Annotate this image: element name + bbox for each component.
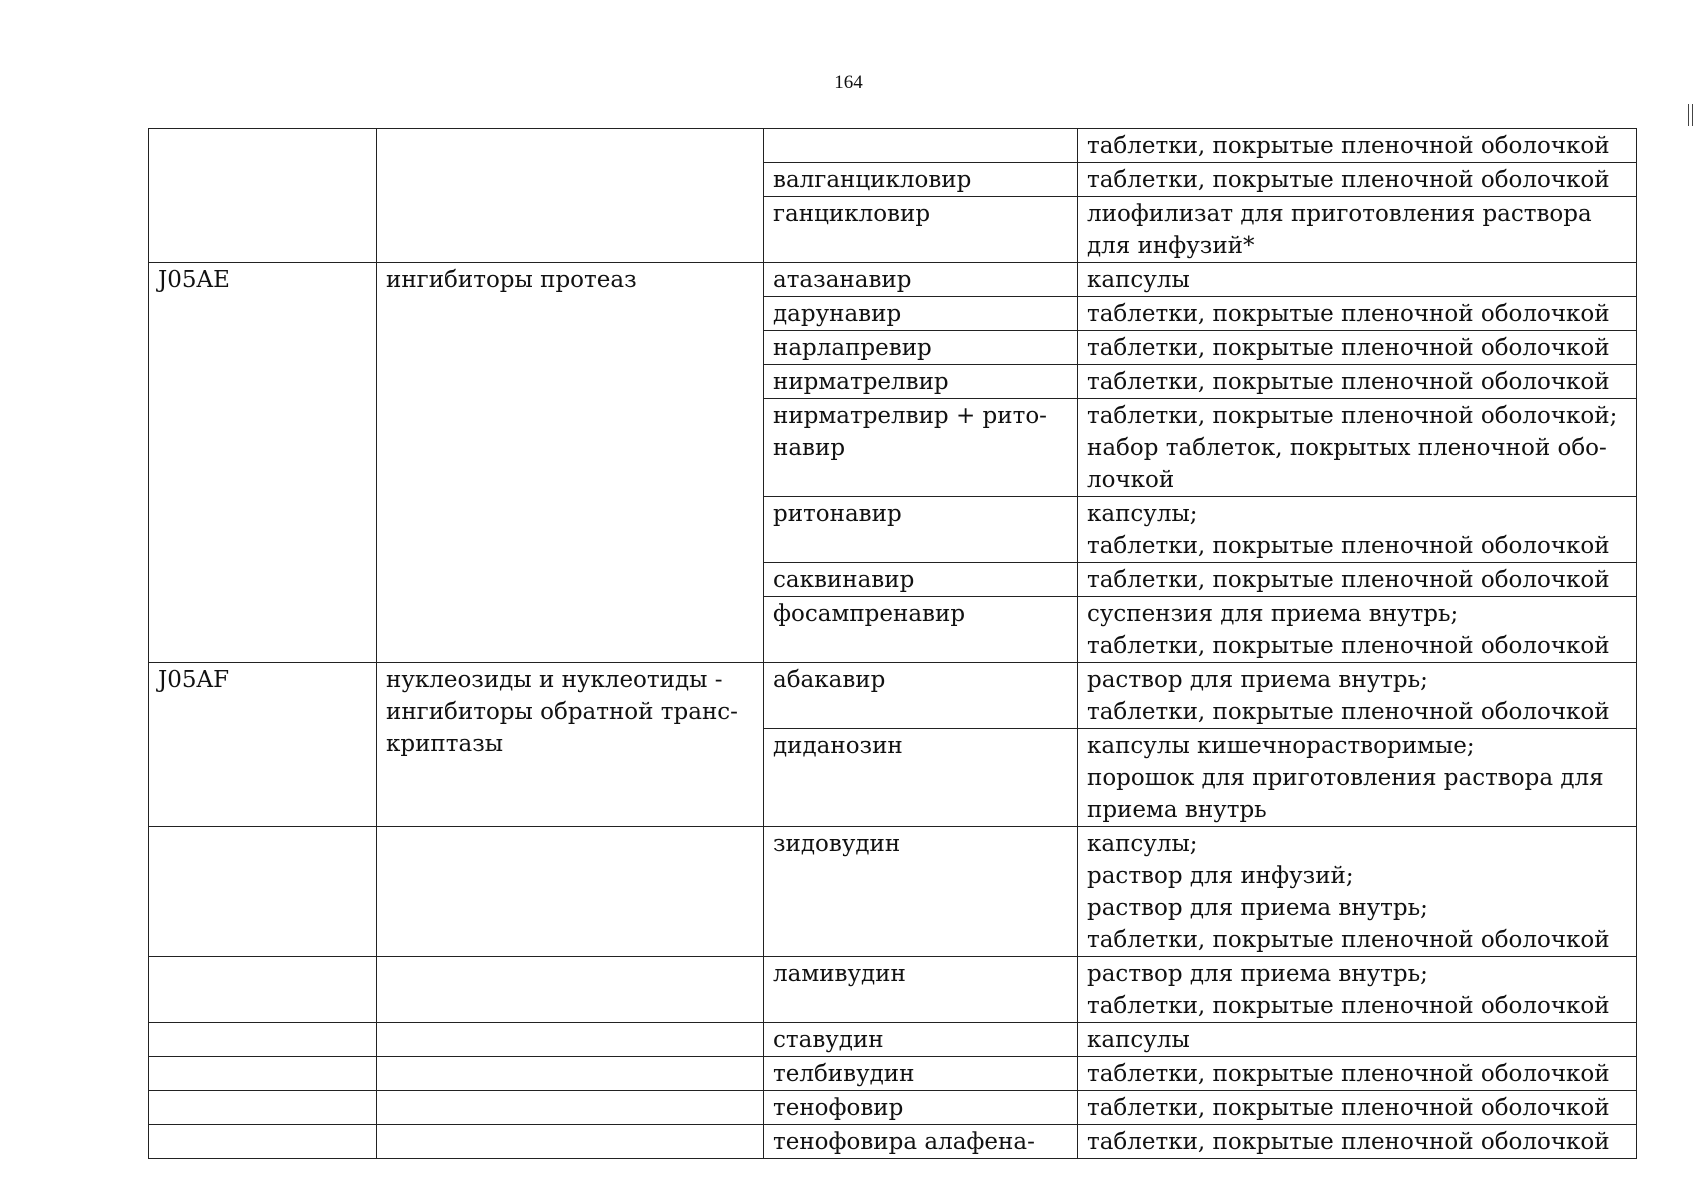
drug-name: нирматрелвир	[773, 369, 949, 395]
dosage-form: раствор для приема внутрь;	[1087, 667, 1428, 693]
dosage-form: таблетки, покрытые пленочной оболочкой	[1087, 369, 1610, 395]
drug-name: тенофовир	[773, 1095, 904, 1121]
table-row	[149, 1023, 1637, 1057]
drug-name: валганцикловир	[773, 167, 972, 193]
dosage-form: капсулы	[1087, 267, 1190, 293]
drug-name-cell	[764, 1057, 1078, 1091]
dosage-form: порошок для приготовления раствора для	[1087, 765, 1604, 791]
drug-name-cell	[764, 1125, 1078, 1159]
drug-name: ламивудин	[773, 961, 906, 987]
atc-code-cell	[149, 263, 377, 663]
dosage-form: таблетки, покрытые пленочной оболочкой	[1087, 335, 1610, 361]
dosage-form-cell	[1078, 163, 1637, 197]
drug-name-cell	[764, 331, 1078, 365]
drug-name-cell	[764, 563, 1078, 597]
dosage-form: таблетки, покрытые пленочной оболочкой	[1087, 993, 1610, 1019]
drug-name-cell	[764, 129, 1078, 163]
drug-name-cell	[764, 663, 1078, 729]
dosage-form-cell	[1078, 129, 1637, 163]
drug-name: дарунавир	[773, 301, 902, 327]
drug-name: абакавир	[773, 667, 886, 693]
dosage-form-cell	[1078, 663, 1637, 729]
dosage-form: лочкой	[1087, 467, 1175, 493]
drug-name: ставудин	[773, 1027, 884, 1053]
group-name-cell	[377, 1023, 764, 1057]
atc-code-cell	[149, 827, 377, 957]
group-name: криптазы	[386, 731, 504, 757]
drug-name-cell	[764, 597, 1078, 663]
drug-name-cell	[764, 729, 1078, 827]
group-name-cell	[377, 1091, 764, 1125]
margin-mark	[1688, 104, 1693, 126]
dosage-form: таблетки, покрытые пленочной оболочкой	[1087, 1129, 1610, 1155]
dosage-form: раствор для инфузий;	[1087, 863, 1354, 889]
dosage-form-cell	[1078, 957, 1637, 1023]
table-row	[149, 827, 1637, 957]
drug-name: навир	[773, 435, 846, 461]
drug-name-cell	[764, 827, 1078, 957]
page-number: 164	[834, 72, 863, 93]
group-name: ингибиторы обратной транс-	[386, 699, 738, 725]
group-name-cell	[377, 1057, 764, 1091]
dosage-form-cell	[1078, 365, 1637, 399]
atc-code-cell	[149, 1023, 377, 1057]
drug-table	[148, 128, 1637, 1159]
dosage-form-cell	[1078, 729, 1637, 827]
dosage-form-cell	[1078, 1125, 1637, 1159]
drug-name-cell	[764, 399, 1078, 497]
dosage-form: таблетки, покрытые пленочной оболочкой	[1087, 167, 1610, 193]
drug-name-cell	[764, 1023, 1078, 1057]
atc-code-cell	[149, 957, 377, 1023]
dosage-form-cell	[1078, 1023, 1637, 1057]
dosage-form: капсулы;	[1087, 831, 1198, 857]
atc-code-cell	[149, 1057, 377, 1091]
drug-name: телбивудин	[773, 1061, 915, 1087]
dosage-form-cell	[1078, 263, 1637, 297]
group-name-cell	[377, 263, 764, 663]
dosage-form: капсулы кишечнорастворимые;	[1087, 733, 1475, 759]
dosage-form-cell	[1078, 827, 1637, 957]
dosage-form-cell	[1078, 1091, 1637, 1125]
dosage-form: капсулы;	[1087, 501, 1198, 527]
atc-code-cell	[149, 129, 377, 263]
dosage-form: набор таблеток, покрытых пленочной обо-	[1087, 435, 1607, 461]
table-row	[149, 1091, 1637, 1125]
group-name: нуклеозиды и нуклеотиды -	[386, 667, 723, 693]
table-row	[149, 957, 1637, 1023]
dosage-form: таблетки, покрытые пленочной оболочкой	[1087, 699, 1610, 725]
atc-code-cell	[149, 663, 377, 827]
dosage-form: таблетки, покрытые пленочной оболочкой	[1087, 927, 1610, 953]
dosage-form: таблетки, покрытые пленочной оболочкой	[1087, 533, 1610, 559]
dosage-form: таблетки, покрытые пленочной оболочкой	[1087, 1061, 1610, 1087]
dosage-form: таблетки, покрытые пленочной оболочкой;	[1087, 403, 1618, 429]
dosage-form: таблетки, покрытые пленочной оболочкой	[1087, 301, 1610, 327]
atc-code-cell	[149, 1091, 377, 1125]
dosage-form-cell	[1078, 597, 1637, 663]
dosage-form-cell	[1078, 1057, 1637, 1091]
group-name-cell	[377, 663, 764, 827]
dosage-form: таблетки, покрытые пленочной оболочкой	[1087, 1095, 1610, 1121]
dosage-form: приема внутрь	[1087, 797, 1267, 823]
table-row	[149, 263, 1637, 297]
dosage-form: капсулы	[1087, 1027, 1190, 1053]
group-name-cell	[377, 827, 764, 957]
dosage-form-cell	[1078, 331, 1637, 365]
dosage-form-cell	[1078, 399, 1637, 497]
dosage-form-cell	[1078, 563, 1637, 597]
drug-name: ритонавир	[773, 501, 902, 527]
drug-name-cell	[764, 957, 1078, 1023]
drug-name-cell	[764, 1091, 1078, 1125]
group-name: ингибиторы протеаз	[386, 267, 637, 293]
drug-name: ганцикловир	[773, 201, 931, 227]
dosage-form: раствор для приема внутрь;	[1087, 961, 1428, 987]
group-name-cell	[377, 957, 764, 1023]
dosage-form: таблетки, покрытые пленочной оболочкой	[1087, 567, 1610, 593]
drug-name: атазанавир	[773, 267, 912, 293]
table-row	[149, 1125, 1637, 1159]
atc-code: J05AE	[158, 267, 230, 293]
drug-name: нарлапревир	[773, 335, 932, 361]
dosage-form: суспензия для приема внутрь;	[1087, 601, 1459, 627]
dosage-form-cell	[1078, 197, 1637, 263]
drug-name: зидовудин	[773, 831, 901, 857]
group-name-cell	[377, 1125, 764, 1159]
dosage-form: для инфузий*	[1087, 233, 1255, 259]
drug-name-cell	[764, 163, 1078, 197]
drug-name-cell	[764, 497, 1078, 563]
drug-name: нирматрелвир + рито-	[773, 403, 1047, 429]
dosage-form: раствор для приема внутрь;	[1087, 895, 1428, 921]
atc-code-cell	[149, 1125, 377, 1159]
drug-name-cell	[764, 263, 1078, 297]
group-name-cell	[377, 129, 764, 263]
dosage-form-cell	[1078, 497, 1637, 563]
dosage-form: таблетки, покрытые пленочной оболочкой	[1087, 133, 1610, 159]
drug-name-cell	[764, 365, 1078, 399]
drug-name-cell	[764, 197, 1078, 263]
drug-name: саквинавир	[773, 567, 915, 593]
drug-name: тенофовира алафена-	[773, 1129, 1035, 1155]
dosage-form: лиофилизат для приготовления раствора	[1087, 201, 1592, 227]
table-row	[149, 129, 1637, 163]
dosage-form: таблетки, покрытые пленочной оболочкой	[1087, 633, 1610, 659]
table-row	[149, 1057, 1637, 1091]
drug-name: фосампренавир	[773, 601, 966, 627]
table-row	[149, 663, 1637, 729]
dosage-form-cell	[1078, 297, 1637, 331]
drug-name-cell	[764, 297, 1078, 331]
drug-name: диданозин	[773, 733, 903, 759]
atc-code: J05AF	[158, 667, 230, 693]
